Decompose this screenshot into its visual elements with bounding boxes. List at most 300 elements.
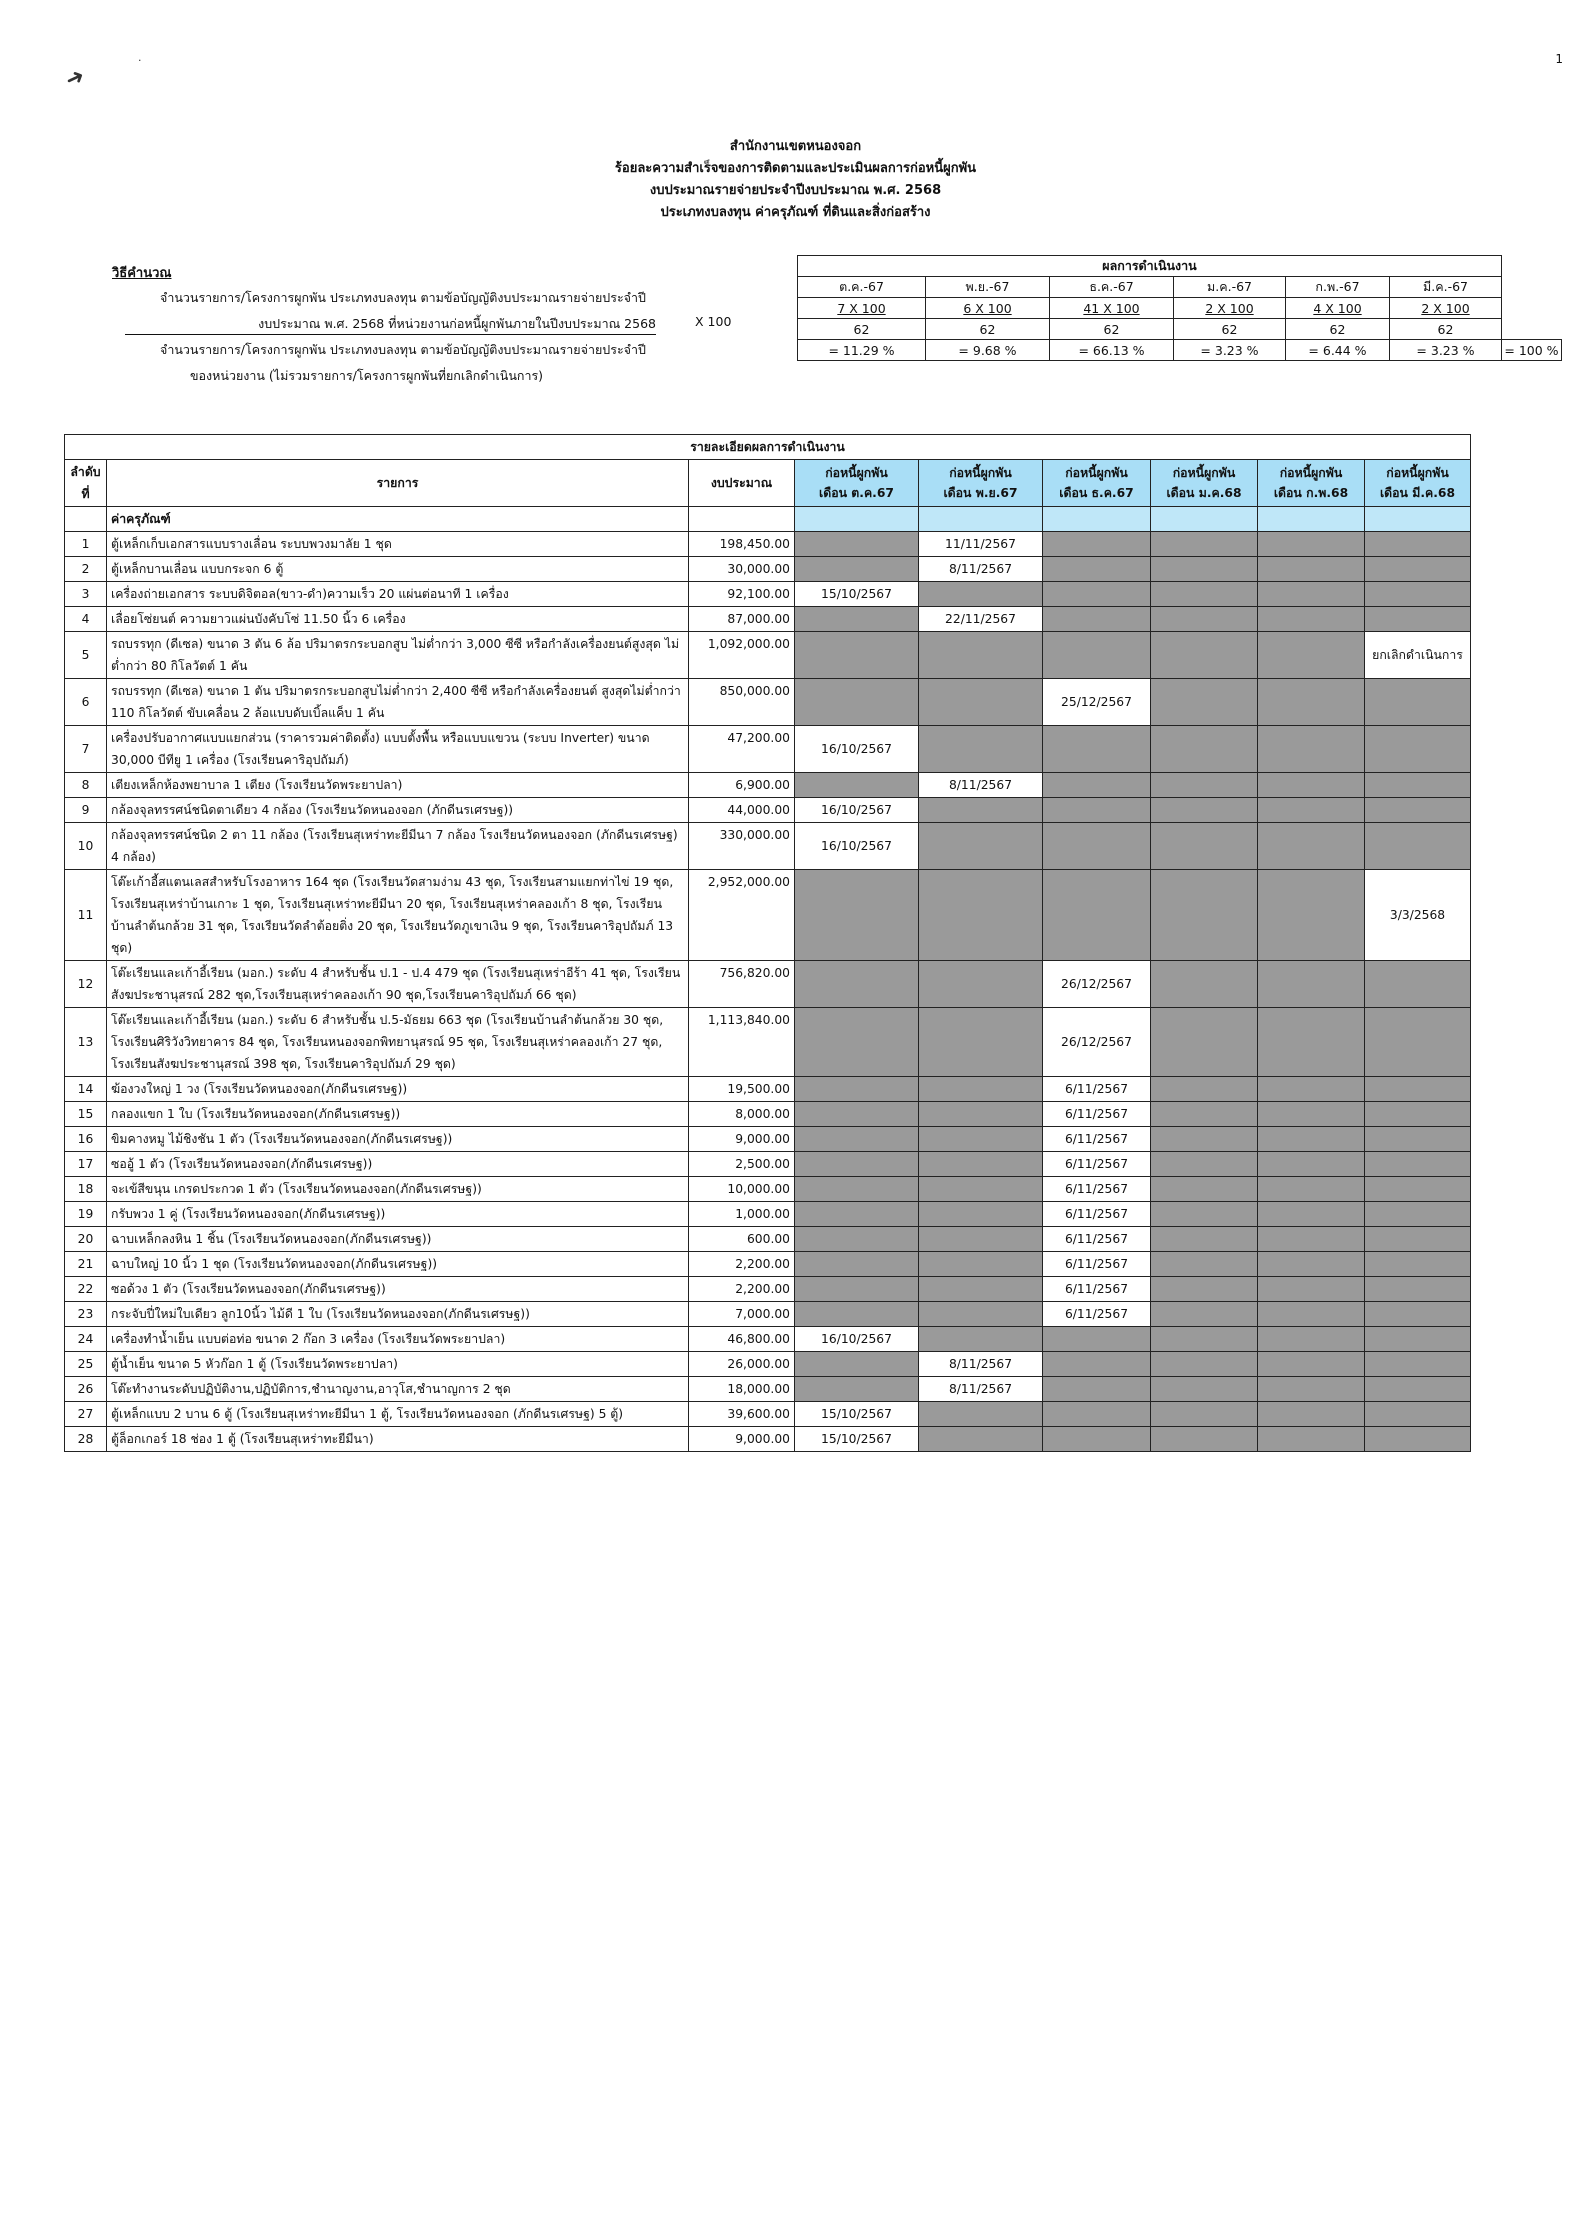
shaded-cell bbox=[1151, 607, 1258, 632]
row-budget: 30,000.00 bbox=[689, 557, 795, 582]
row-item: ตู้เหล็กแบบ 2 บาน 6 ตู้ (โรงเรียนสุเหร่าทะยีมีนา 1 ตู้, โรงเรียนวัดหนองจอก (ภักดีนรเศรษฐ) 5 ตู้) bbox=[107, 1402, 689, 1427]
commitment-date: 6/11/2567 bbox=[1043, 1202, 1151, 1227]
details-title: รายละเอียดผลการดำเนินงาน bbox=[65, 435, 1471, 460]
commitment-date: 16/10/2567 bbox=[795, 798, 919, 823]
row-budget: 1,092,000.00 bbox=[689, 632, 795, 679]
shaded-cell bbox=[795, 1177, 919, 1202]
scan-mark: ➜ bbox=[61, 63, 89, 94]
shaded-cell bbox=[919, 726, 1043, 773]
shaded-cell bbox=[1365, 1077, 1471, 1102]
shaded-cell bbox=[795, 679, 919, 726]
shaded-cell bbox=[795, 632, 919, 679]
method-title: วิธีคำนวณ bbox=[112, 266, 172, 281]
row-budget: 19,500.00 bbox=[689, 1077, 795, 1102]
shaded-cell bbox=[795, 1252, 919, 1277]
row-item: เลื่อยโซ่ยนต์ ความยาวแผ่นบังคับโซ่ 11.50 นิ้ว 6 เครื่อง bbox=[107, 607, 689, 632]
commitment-date: 6/11/2567 bbox=[1043, 1302, 1151, 1327]
shaded-cell bbox=[919, 1277, 1043, 1302]
shaded-cell bbox=[1043, 532, 1151, 557]
shaded-cell bbox=[1258, 1127, 1365, 1152]
shaded-cell bbox=[1365, 1227, 1471, 1252]
shaded-cell bbox=[1151, 1252, 1258, 1277]
commitment-date: 8/11/2567 bbox=[919, 773, 1043, 798]
shaded-cell bbox=[795, 1127, 919, 1152]
performance-numerators-row bbox=[798, 298, 1562, 319]
table-row bbox=[65, 1277, 1471, 1302]
table-row bbox=[65, 557, 1471, 582]
perf-result: = 66.13 % bbox=[1050, 340, 1174, 361]
shaded-cell bbox=[795, 1008, 919, 1077]
row-budget: 9,000.00 bbox=[689, 1127, 795, 1152]
shaded-cell bbox=[919, 632, 1043, 679]
col-budget-header: งบประมาณ bbox=[689, 460, 795, 507]
col-item-header: รายการ bbox=[107, 460, 689, 507]
shaded-cell bbox=[1258, 632, 1365, 679]
shaded-cell bbox=[1151, 1008, 1258, 1077]
row-budget: 330,000.00 bbox=[689, 823, 795, 870]
row-number: 11 bbox=[65, 870, 107, 961]
shaded-cell bbox=[1365, 798, 1471, 823]
commitment-date: 6/11/2567 bbox=[1043, 1077, 1151, 1102]
row-budget: 850,000.00 bbox=[689, 679, 795, 726]
row-number: 1 bbox=[65, 532, 107, 557]
row-item: เครื่องถ่ายเอกสาร ระบบดิจิตอล(ขาว-ดำ)ความเร็ว 20 แผ่นต่อนาที 1 เครื่อง bbox=[107, 582, 689, 607]
row-item: ตู้น้ำเย็น ขนาด 5 หัวก๊อก 1 ตู้ (โรงเรียนวัดพระยาปลา) bbox=[107, 1352, 689, 1377]
row-budget: 1,000.00 bbox=[689, 1202, 795, 1227]
shaded-cell bbox=[1151, 1427, 1258, 1452]
shaded-cell bbox=[1258, 1152, 1365, 1177]
commitment-date: 6/11/2567 bbox=[1043, 1227, 1151, 1252]
month-col-header: ก่อหนี้ผูกพัน เดือน พ.ย.67 bbox=[919, 460, 1043, 507]
shaded-cell bbox=[1043, 1427, 1151, 1452]
shaded-cell bbox=[1258, 679, 1365, 726]
shaded-cell bbox=[1151, 870, 1258, 961]
row-budget: 756,820.00 bbox=[689, 961, 795, 1008]
shaded-cell bbox=[919, 870, 1043, 961]
shaded-cell bbox=[1365, 1252, 1471, 1277]
shaded-cell bbox=[1365, 557, 1471, 582]
table-row bbox=[65, 1352, 1471, 1377]
shaded-cell bbox=[1258, 582, 1365, 607]
shaded-cell bbox=[795, 1202, 919, 1227]
shaded-cell bbox=[919, 961, 1043, 1008]
shaded-cell bbox=[919, 1127, 1043, 1152]
shaded-cell bbox=[1151, 679, 1258, 726]
commitment-date: 6/11/2567 bbox=[1043, 1152, 1151, 1177]
perf-denominator: 62 bbox=[1174, 319, 1286, 340]
col-no-header: ลำดับที่ bbox=[65, 460, 107, 507]
month-col-header: ก่อหนี้ผูกพัน เดือน ม.ค.68 bbox=[1151, 460, 1258, 507]
shaded-cell bbox=[795, 1102, 919, 1127]
row-budget: 92,100.00 bbox=[689, 582, 795, 607]
shaded-cell bbox=[1258, 1427, 1365, 1452]
perf-month: มี.ค.-67 bbox=[1390, 277, 1502, 298]
shaded-cell bbox=[919, 1152, 1043, 1177]
shaded-cell bbox=[1043, 773, 1151, 798]
performance-months-row bbox=[798, 277, 1562, 298]
shaded-cell bbox=[1043, 1377, 1151, 1402]
shaded-cell bbox=[1258, 1277, 1365, 1302]
shaded-cell bbox=[1151, 582, 1258, 607]
shaded-cell bbox=[1365, 582, 1471, 607]
shaded-cell bbox=[1258, 961, 1365, 1008]
row-item: กล้องจุลทรรศน์ชนิดตาเดียว 4 กล้อง (โรงเรียนวัดหนองจอก (ภักดีนรเศรษฐ)) bbox=[107, 798, 689, 823]
perf-denominator: 62 bbox=[1286, 319, 1390, 340]
row-budget: 46,800.00 bbox=[689, 1327, 795, 1352]
month-col-header: ก่อหนี้ผูกพัน เดือน มี.ค.68 bbox=[1365, 460, 1471, 507]
perf-month: ธ.ค.-67 bbox=[1050, 277, 1174, 298]
shaded-cell bbox=[795, 1152, 919, 1177]
shaded-cell bbox=[1151, 823, 1258, 870]
shaded-cell bbox=[1365, 1327, 1471, 1352]
shaded-cell bbox=[795, 607, 919, 632]
row-budget: 8,000.00 bbox=[689, 1102, 795, 1127]
shaded-cell bbox=[1365, 679, 1471, 726]
shaded-cell bbox=[795, 1277, 919, 1302]
perf-numerator: 4 X 100 bbox=[1313, 300, 1362, 316]
row-number: 4 bbox=[65, 607, 107, 632]
shaded-cell bbox=[1365, 607, 1471, 632]
shaded-cell bbox=[795, 1352, 919, 1377]
shaded-cell bbox=[1365, 1127, 1471, 1152]
perf-month: ต.ค.-67 bbox=[798, 277, 926, 298]
table-row bbox=[65, 1302, 1471, 1327]
row-number: 8 bbox=[65, 773, 107, 798]
shaded-cell bbox=[1151, 1352, 1258, 1377]
row-item: ตู้ล็อกเกอร์ 18 ช่อง 1 ตู้ (โรงเรียนสุเหร่าทะยีมีนา) bbox=[107, 1427, 689, 1452]
shaded-cell bbox=[1151, 1327, 1258, 1352]
shaded-cell bbox=[1151, 1152, 1258, 1177]
performance-title: ผลการดำเนินงาน bbox=[798, 256, 1502, 277]
shaded-cell bbox=[795, 773, 919, 798]
perf-numerator: 6 X 100 bbox=[963, 300, 1012, 316]
row-item: กล้องจุลทรรศน์ชนิด 2 ตา 11 กล้อง (โรงเรียนสุเหร่าทะยีมีนา 7 กล้อง โรงเรียนวัดหนองจอก (ภักดีนรเศรษฐ) 4 กล้อง) bbox=[107, 823, 689, 870]
commitment-date: 6/11/2567 bbox=[1043, 1102, 1151, 1127]
perf-result: = 11.29 % bbox=[798, 340, 926, 361]
shaded-cell bbox=[1365, 1427, 1471, 1452]
shaded-cell bbox=[1151, 532, 1258, 557]
shaded-cell bbox=[1151, 1402, 1258, 1427]
header-title: ร้อยละความสำเร็จของการติดตามและประเมินผลการก่อหนี้ผูกพัน bbox=[614, 161, 977, 176]
shaded-cell bbox=[919, 1202, 1043, 1227]
shaded-cell bbox=[919, 1427, 1043, 1452]
table-row bbox=[65, 1008, 1471, 1077]
table-row bbox=[65, 1127, 1471, 1152]
table-row bbox=[65, 1252, 1471, 1277]
perf-numerator: 2 X 100 bbox=[1421, 300, 1470, 316]
row-number: 22 bbox=[65, 1277, 107, 1302]
shaded-cell bbox=[1258, 1252, 1365, 1277]
row-item: เครื่องทำน้ำเย็น แบบต่อท่อ ขนาด 2 ก๊อก 3 เครื่อง (โรงเรียนวัดพระยาปลา) bbox=[107, 1327, 689, 1352]
row-number: 3 bbox=[65, 582, 107, 607]
shaded-cell bbox=[1043, 726, 1151, 773]
shaded-cell bbox=[1258, 870, 1365, 961]
table-row bbox=[65, 798, 1471, 823]
perf-result: = 6.44 % bbox=[1286, 340, 1390, 361]
shaded-cell bbox=[1258, 1227, 1365, 1252]
shaded-cell bbox=[919, 1008, 1043, 1077]
row-item: กรับพวง 1 คู่ (โรงเรียนวัดหนองจอก(ภักดีนรเศรษฐ)) bbox=[107, 1202, 689, 1227]
shaded-cell bbox=[1258, 773, 1365, 798]
shaded-cell bbox=[1151, 1227, 1258, 1252]
month-col-header: ก่อหนี้ผูกพัน เดือน ก.พ.68 bbox=[1258, 460, 1365, 507]
shaded-cell bbox=[1151, 1302, 1258, 1327]
perf-month: ก.พ.-67 bbox=[1286, 277, 1390, 298]
performance-table bbox=[797, 255, 1562, 361]
shaded-cell bbox=[919, 1252, 1043, 1277]
row-number: 12 bbox=[65, 961, 107, 1008]
shaded-cell bbox=[1258, 1302, 1365, 1327]
table-row bbox=[65, 1177, 1471, 1202]
commitment-date: 6/11/2567 bbox=[1043, 1177, 1151, 1202]
perf-month: ม.ค.-67 bbox=[1174, 277, 1286, 298]
row-item: ซอด้วง 1 ตัว (โรงเรียนวัดหนองจอก(ภักดีนรเศรษฐ)) bbox=[107, 1277, 689, 1302]
row-number: 26 bbox=[65, 1377, 107, 1402]
commitment-date: 6/11/2567 bbox=[1043, 1127, 1151, 1152]
denominator-line1: จำนวนรายการ/โครงการผูกพัน ประเภทงบลงทุน ตามข้อบัญญัติงบประมาณรายจ่ายประจำปี bbox=[160, 342, 646, 357]
shaded-cell bbox=[1258, 726, 1365, 773]
shaded-cell bbox=[1258, 1177, 1365, 1202]
row-budget: 10,000.00 bbox=[689, 1177, 795, 1202]
perf-result: = 3.23 % bbox=[1390, 340, 1502, 361]
row-number: 24 bbox=[65, 1327, 107, 1352]
shaded-cell bbox=[1043, 823, 1151, 870]
row-budget: 9,000.00 bbox=[689, 1427, 795, 1452]
commitment-date: 16/10/2567 bbox=[795, 726, 919, 773]
row-budget: 44,000.00 bbox=[689, 798, 795, 823]
details-rows bbox=[65, 532, 1471, 1452]
row-budget: 39,600.00 bbox=[689, 1402, 795, 1427]
perf-denominator: 62 bbox=[1050, 319, 1174, 340]
row-number: 2 bbox=[65, 557, 107, 582]
row-budget: 2,952,000.00 bbox=[689, 870, 795, 961]
row-budget: 26,000.00 bbox=[689, 1352, 795, 1377]
header-budget-year: งบประมาณรายจ่ายประจำปีงบประมาณ พ.ศ. 2568 bbox=[649, 183, 942, 198]
shaded-cell bbox=[1043, 557, 1151, 582]
shaded-cell bbox=[1151, 1177, 1258, 1202]
details-table bbox=[64, 434, 1471, 1452]
shaded-cell bbox=[1365, 823, 1471, 870]
row-number: 27 bbox=[65, 1402, 107, 1427]
commitment-date: 3/3/2568 bbox=[1365, 870, 1471, 961]
table-row bbox=[65, 726, 1471, 773]
shaded-cell bbox=[919, 1227, 1043, 1252]
shaded-cell bbox=[1365, 532, 1471, 557]
row-number: 7 bbox=[65, 726, 107, 773]
shaded-cell bbox=[795, 1302, 919, 1327]
shaded-cell bbox=[1043, 870, 1151, 961]
shaded-cell bbox=[1365, 1202, 1471, 1227]
perf-numerator: 2 X 100 bbox=[1205, 300, 1254, 316]
row-budget: 600.00 bbox=[689, 1227, 795, 1252]
numerator-line1: จำนวนรายการ/โครงการผูกพัน ประเภทงบลงทุน ตามข้อบัญญัติงบประมาณรายจ่ายประจำปี bbox=[160, 290, 646, 305]
row-budget: 2,200.00 bbox=[689, 1252, 795, 1277]
perf-total: = 100 % bbox=[1502, 340, 1562, 361]
row-item: กระจับปี่ใหม่ใบเดียว ลูก10นิ้ว ไม้ดี 1 ใบ (โรงเรียนวัดหนองจอก(ภักดีนรเศรษฐ)) bbox=[107, 1302, 689, 1327]
shaded-cell bbox=[1365, 1402, 1471, 1427]
shaded-cell bbox=[919, 798, 1043, 823]
shaded-cell bbox=[1258, 1352, 1365, 1377]
row-budget: 87,000.00 bbox=[689, 607, 795, 632]
shaded-cell bbox=[1151, 557, 1258, 582]
shaded-cell bbox=[795, 557, 919, 582]
row-budget: 6,900.00 bbox=[689, 773, 795, 798]
row-item: ฆ้องวงใหญ่ 1 วง (โรงเรียนวัดหนองจอก(ภักดีนรเศรษฐ)) bbox=[107, 1077, 689, 1102]
formula-multiplier: X 100 bbox=[695, 314, 732, 329]
row-number: 6 bbox=[65, 679, 107, 726]
shaded-cell bbox=[795, 961, 919, 1008]
shaded-cell bbox=[1043, 1402, 1151, 1427]
shaded-cell bbox=[1365, 1377, 1471, 1402]
performance-results-row bbox=[798, 340, 1562, 361]
perf-denominator: 62 bbox=[926, 319, 1050, 340]
row-item: ฉาบใหญ่ 10 นิ้ว 1 ชุด (โรงเรียนวัดหนองจอก(ภักดีนรเศรษฐ)) bbox=[107, 1252, 689, 1277]
shaded-cell bbox=[795, 1377, 919, 1402]
row-number: 10 bbox=[65, 823, 107, 870]
commitment-date: 26/12/2567 bbox=[1043, 961, 1151, 1008]
table-row bbox=[65, 870, 1471, 961]
row-item: จะเข้สีขนุน เกรดประกวด 1 ตัว (โรงเรียนวัดหนองจอก(ภักดีนรเศรษฐ)) bbox=[107, 1177, 689, 1202]
commitment-date: 8/11/2567 bbox=[919, 1377, 1043, 1402]
shaded-cell bbox=[919, 1102, 1043, 1127]
row-budget: 47,200.00 bbox=[689, 726, 795, 773]
shaded-cell bbox=[1258, 1377, 1365, 1402]
shaded-cell bbox=[919, 823, 1043, 870]
table-row bbox=[65, 679, 1471, 726]
row-number: 9 bbox=[65, 798, 107, 823]
table-row bbox=[65, 582, 1471, 607]
row-budget: 2,200.00 bbox=[689, 1277, 795, 1302]
row-item: ซออู้ 1 ตัว (โรงเรียนวัดหนองจอก(ภักดีนรเศรษฐ)) bbox=[107, 1152, 689, 1177]
perf-denominator: 62 bbox=[798, 319, 926, 340]
shaded-cell bbox=[1365, 1302, 1471, 1327]
numerator-line2: งบประมาณ พ.ศ. 2568 ที่หน่วยงานก่อหนี้ผูกพันภายในปีงบประมาณ 2568 bbox=[125, 314, 656, 335]
row-item: เครื่องปรับอากาศแบบแยกส่วน (ราคารวมค่าติดตั้ง) แบบตั้งพื้น หรือแบบแขวน (ระบบ Inverter) ขนาด 30,000 บีทียู 1 เครื่อง (โรงเรียนคาริอุปถัมภ์) bbox=[107, 726, 689, 773]
row-item: รถบรรทุก (ดีเซล) ขนาด 1 ตัน ปริมาตรกระบอกสูบไม่ต่ำกว่า 2,400 ซีซี หรือกำลังเครื่องยนต์ สูงสุดไม่ต่ำกว่า 110 กิโลวัตต์ ขับเคลื่อน 2 ล้อแบบดับเบิ้ลแค็บ 1 คัน bbox=[107, 679, 689, 726]
shaded-cell bbox=[1365, 1277, 1471, 1302]
row-budget: 18,000.00 bbox=[689, 1377, 795, 1402]
commitment-date: 8/11/2567 bbox=[919, 1352, 1043, 1377]
commitment-date: 6/11/2567 bbox=[1043, 1252, 1151, 1277]
shaded-cell bbox=[1365, 1152, 1471, 1177]
row-item: ตู้เหล็กเก็บเอกสารแบบรางเลื่อน ระบบพวงมาลัย 1 ชุด bbox=[107, 532, 689, 557]
shaded-cell bbox=[1151, 1127, 1258, 1152]
row-item: เตียงเหล็กห้องพยาบาล 1 เตียง (โรงเรียนวัดพระยาปลา) bbox=[107, 773, 689, 798]
table-row bbox=[65, 823, 1471, 870]
shaded-cell bbox=[1151, 726, 1258, 773]
row-item: ฉาบเหล็กลงหิน 1 ชิ้น (โรงเรียนวัดหนองจอก(ภักดีนรเศรษฐ)) bbox=[107, 1227, 689, 1252]
shaded-cell bbox=[919, 1077, 1043, 1102]
commitment-date: 6/11/2567 bbox=[1043, 1277, 1151, 1302]
perf-result: = 3.23 % bbox=[1174, 340, 1286, 361]
row-number: 16 bbox=[65, 1127, 107, 1152]
shaded-cell bbox=[1258, 1008, 1365, 1077]
shaded-cell bbox=[919, 1177, 1043, 1202]
commitment-date: 15/10/2567 bbox=[795, 1402, 919, 1427]
shaded-cell bbox=[1258, 1077, 1365, 1102]
shaded-cell bbox=[1258, 1102, 1365, 1127]
shaded-cell bbox=[1365, 1352, 1471, 1377]
denominator-line2: ของหน่วยงาน (ไม่รวมรายการ/โครงการผูกพันที่ยกเลิกดำเนินการ) bbox=[190, 368, 544, 383]
shaded-cell bbox=[1258, 607, 1365, 632]
table-row bbox=[65, 1427, 1471, 1452]
row-item: รถบรรทุก (ดีเซล) ขนาด 3 ตัน 6 ล้อ ปริมาตรกระบอกสูบ ไม่ต่ำกว่า 3,000 ซีซี หรือกำลังเครื่องยนต์สูงสุด ไม่ต่ำกว่า 80 กิโลวัตต์ 1 คัน bbox=[107, 632, 689, 679]
category-label: ค่าครุภัณฑ์ bbox=[107, 507, 689, 532]
row-number: 23 bbox=[65, 1302, 107, 1327]
row-budget: 2,500.00 bbox=[689, 1152, 795, 1177]
perf-denominator: 62 bbox=[1390, 319, 1502, 340]
header-budget-type: ประเภทงบลงทุน ค่าครุภัณฑ์ ที่ดินและสิ่งก่อสร้าง bbox=[660, 205, 931, 220]
shaded-cell bbox=[1365, 773, 1471, 798]
shaded-cell bbox=[1043, 632, 1151, 679]
shaded-cell bbox=[1365, 726, 1471, 773]
row-number: 28 bbox=[65, 1427, 107, 1452]
month-col-header: ก่อหนี้ผูกพัน เดือน ธ.ค.67 bbox=[1043, 460, 1151, 507]
shaded-cell bbox=[1043, 798, 1151, 823]
shaded-cell bbox=[1258, 823, 1365, 870]
shaded-cell bbox=[1365, 1102, 1471, 1127]
shaded-cell bbox=[1151, 1102, 1258, 1127]
shaded-cell bbox=[1151, 1077, 1258, 1102]
shaded-cell bbox=[1043, 1352, 1151, 1377]
row-number: 18 bbox=[65, 1177, 107, 1202]
commitment-date: ยกเลิกดำเนินการ bbox=[1365, 632, 1471, 679]
shaded-cell bbox=[1365, 1177, 1471, 1202]
table-row bbox=[65, 632, 1471, 679]
perf-result: = 9.68 % bbox=[926, 340, 1050, 361]
page-number: 1 bbox=[1555, 52, 1563, 66]
shaded-cell bbox=[1365, 961, 1471, 1008]
shaded-cell bbox=[1151, 961, 1258, 1008]
table-row bbox=[65, 1077, 1471, 1102]
row-number: 14 bbox=[65, 1077, 107, 1102]
row-item: โต๊ะเรียนและเก้าอี้เรียน (มอก.) ระดับ 6 สำหรับชั้น ป.5-มัธยม 663 ชุด (โรงเรียนบ้านลำต้นกล้วย 30 ชุด, โรงเรียนศิริวังวิทยาคาร 84 ชุด, โรงเรียนหนองจอกพิทยานุสรณ์ 95 ชุด, โรงเรียนสุเหร่าคลองเก้า 27 ชุด, โรงเรียนสังฆประชานุสรณ์ 398 ชุด, โรงเรียนคาริอุปถัมภ์ 29 ชุด) bbox=[107, 1008, 689, 1077]
shaded-cell bbox=[1151, 773, 1258, 798]
shaded-cell bbox=[1151, 632, 1258, 679]
shaded-cell bbox=[1258, 532, 1365, 557]
row-item: โต๊ะเก้าอี้สแตนเลสสำหรับโรงอาหาร 164 ชุด (โรงเรียนวัดสามง่าม 43 ชุด, โรงเรียนสามแยกท่าไข่ 19 ชุด, โรงเรียนสุเหร่าบ้านเกาะ 1 ชุด, โรงเรียนสุเหร่าทะยีมีนา 20 ชุด, โรงเรียนสุเหร่าคลองเก้า 8 ชุด, โรงเรียนบ้านลำต้นกล้วย 31 ชุด, โรงเรียนวัดลำต้อยติ่ง 20 ชุด, โรงเรียนวัดภูเขาเงิน 9 ชุด, โรงเรียนคาริอุปถัมภ์ 13 ชุด) bbox=[107, 870, 689, 961]
commitment-date: 25/12/2567 bbox=[1043, 679, 1151, 726]
row-number: 13 bbox=[65, 1008, 107, 1077]
table-row bbox=[65, 532, 1471, 557]
perf-numerator: 41 X 100 bbox=[1083, 300, 1140, 316]
shaded-cell bbox=[919, 1327, 1043, 1352]
row-number: 19 bbox=[65, 1202, 107, 1227]
row-number: 17 bbox=[65, 1152, 107, 1177]
row-budget: 1,113,840.00 bbox=[689, 1008, 795, 1077]
document-header bbox=[0, 136, 1591, 224]
row-budget: 7,000.00 bbox=[689, 1302, 795, 1327]
row-number: 21 bbox=[65, 1252, 107, 1277]
shaded-cell bbox=[1258, 1327, 1365, 1352]
shaded-cell bbox=[1043, 582, 1151, 607]
shaded-cell bbox=[1151, 1377, 1258, 1402]
table-row bbox=[65, 1402, 1471, 1427]
shaded-cell bbox=[919, 582, 1043, 607]
shaded-cell bbox=[795, 870, 919, 961]
row-number: 25 bbox=[65, 1352, 107, 1377]
header-office: สำนักงานเขตหนองจอก bbox=[729, 139, 862, 154]
shaded-cell bbox=[1151, 1277, 1258, 1302]
table-row bbox=[65, 1377, 1471, 1402]
commitment-date: 22/11/2567 bbox=[919, 607, 1043, 632]
table-row bbox=[65, 607, 1471, 632]
shaded-cell bbox=[1043, 607, 1151, 632]
commitment-date: 11/11/2567 bbox=[919, 532, 1043, 557]
shaded-cell bbox=[1258, 557, 1365, 582]
table-row bbox=[65, 1327, 1471, 1352]
shaded-cell bbox=[1365, 1008, 1471, 1077]
